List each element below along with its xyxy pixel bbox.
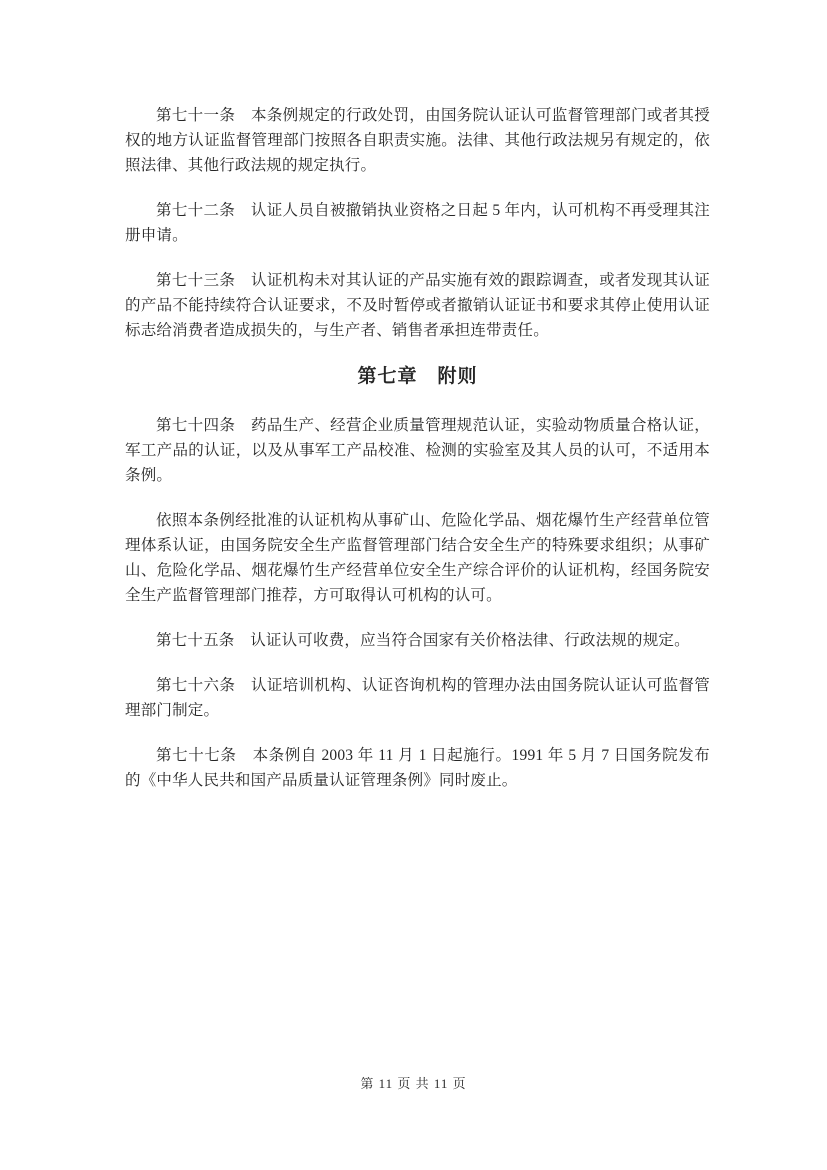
paragraph-article-72: 第七十二条 认证人员自被撤销执业资格之日起 5 年内，认可机构不再受理其注册申请。 [125, 202, 710, 244]
paragraph-article-71: 第七十一条 本条例规定的行政处罚，由国务院认证认可监督管理部门或者其授权的地方认证监督管理部门按照各自职责实施。法律、其他行政法规另有规定的，依照法律、其他行政法规的规定执行。 [125, 107, 710, 174]
paragraph-article-74: 第七十四条 药品生产、经营企业质量管理规范认证，实验动物质量合格认证，军工产品的认证，以及从事军工产品校准、检测的实验室及其人员的认可，不适用本条例。 [125, 417, 710, 484]
paragraph-article-76: 第七十六条 认证培训机构、认证咨询机构的管理办法由国务院认证认可监督管理部门制定。 [125, 677, 710, 719]
paragraph-article-74-continuation: 依照本条例经批准的认证机构从事矿山、危险化学品、烟花爆竹生产经营单位管理体系认证，由国务院安全生产监督管理部门结合安全生产的特殊要求组织；从事矿山、危险化学品、烟花爆竹生产经营单位安全生产综合评价的认证机构，经国务院安全生产监督管理部门推荐，方可取得认可机构的认可。 [125, 512, 710, 604]
chapter-heading-supplementary-provisions: 第七章 附则 [357, 366, 478, 387]
paragraph-article-75: 第七十五条 认证认可收费，应当符合国家有关价格法律、行政法规的规定。 [156, 632, 690, 649]
paragraph-article-77: 第七十七条 本条例自 2003 年 11 月 1 日起施行。1991 年 5 月 7 日国务院发布的《中华人民共和国产品质量认证管理条例》同时废止。 [125, 747, 710, 789]
page-footer-page-number: 第 11 页 共 11 页 [360, 1076, 467, 1091]
paragraph-article-73: 第七十三条 认证机构未对其认证的产品实施有效的跟踪调查，或者发现其认证的产品不能持续符合认证要求，不及时暂停或者撤销认证证书和要求其停止使用认证标志给消费者造成损失的，与生产者、销售者承担连带责任。 [125, 272, 710, 339]
